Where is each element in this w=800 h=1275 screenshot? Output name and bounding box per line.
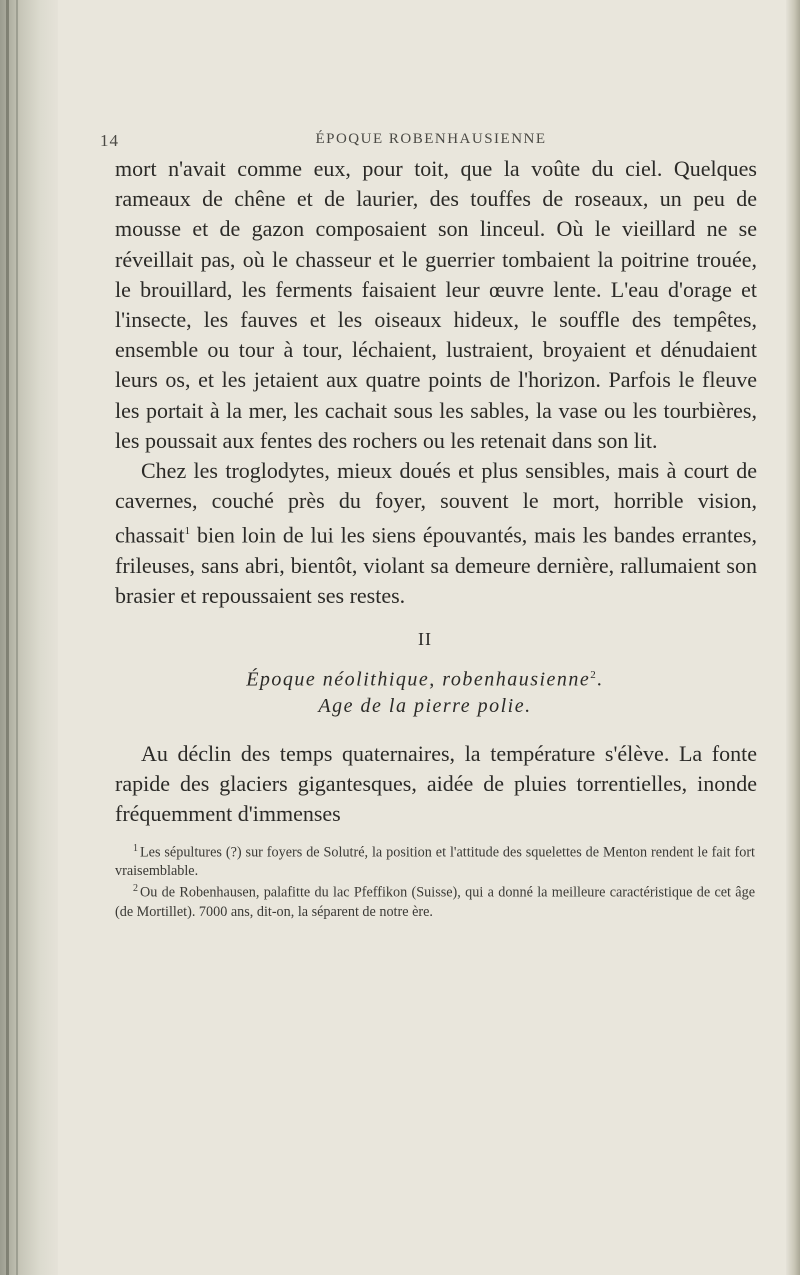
section-number: II [418,629,432,650]
page-number: 14 [100,131,119,150]
footnote-2-mark: 2 [133,883,138,895]
footnote-2-text: Ou de Robenhausen, palafitte du lac Pfeffikon (Suisse), qui a donné la meilleure caractéristique de cet âge (de Mortillet). 7000 ans, dit-on, la séparent de notre ère. [115,885,755,920]
footnote-1-text: Les sépultures (?) sur foyers de Solutré, la position et l'attitude des squelettes de Menton rendent le fait fort vraisemblable. [115,844,755,879]
footnote-2 [115,880,755,921]
section-title [100,662,750,719]
footnote-1-mark: 1 [133,842,138,854]
main-text-continued [115,739,757,830]
running-title: ÉPOQUE ROBENHAUSIENNE [315,131,547,147]
section-title-line-2: Age de la pierre polie. [318,695,532,718]
section-title-text: Époque néolithique, robenhausienne [246,669,591,692]
book-page [100,128,757,921]
footnotes [115,840,755,921]
paragraph-2 [115,456,757,611]
footnote-ref-1: 1 [184,525,191,538]
footnote-1 [115,840,755,881]
section-title-line-1 [100,662,750,693]
paragraph-2-part-1: Chez les troglodytes, mieux doués et plus sensibles, mais à court de cavernes, couché près du foyer, souvent le mort, horrible vision, chassait [115,458,757,548]
footnote-ref-2: 2 [590,669,598,682]
paragraph-1: mort n'avait comme eux, pour toit, que la voûte du ciel. Quelques rameaux de chêne et de laurier, des touffes de roseaux, un peu de mousse et de gazon composaient son linceul. Où le vieillard ne se réveillait pas, où le chasseur et le guerrier tombaient la poitrine trouée, le brouillard, les ferments faisaient leur œuvre lente. L'eau d'orage et l'insecte, les fauves et les oiseaux hideux, le souffle des tempêtes, ensemble ou tour à tour, léchaient, lustraient, broyaient et dénudaient leurs os, et les jetaient aux quatre points de l'horizon. Parfois le fleuve les portait à la mer, les cachait sous les sables, la vase ou les tourbières, les poussait aux fentes des rochers ou les retenait dans son lit. [115,156,757,453]
main-text [115,154,757,611]
book-binding-edge [0,0,58,1275]
section-title-period: . [597,669,604,692]
paragraph-2-part-2: bien loin de lui les siens épouvantés, mais les bandes errantes, frileuses, sans abri, bientôt, violant sa demeure dernière, rallumaient son brasier et repoussaient ses restes. [115,522,757,609]
running-header [100,128,750,154]
page-right-edge [786,0,800,1275]
paragraph-3: Au déclin des temps quaternaires, la température s'élève. La fonte rapide des glaciers gigantesques, aidée de pluies torrentielles, inonde fréquemment d'immenses [115,741,757,827]
